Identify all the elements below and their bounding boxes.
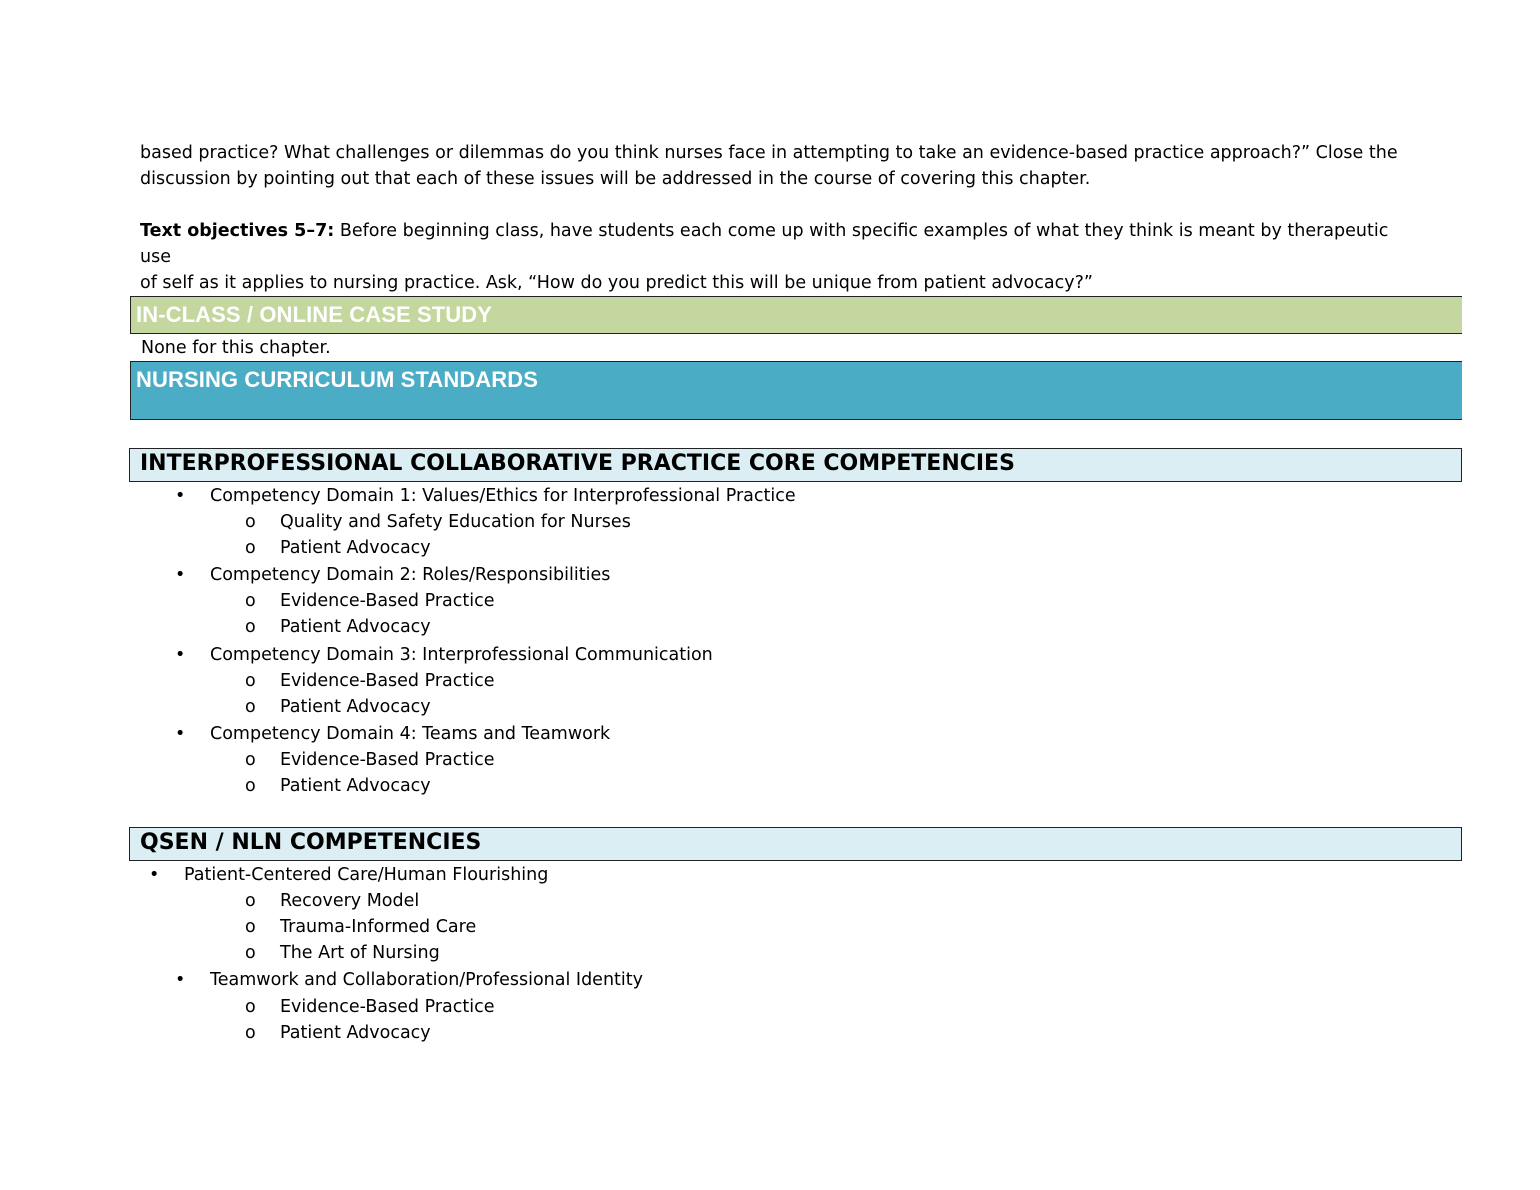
list-item: Competency Domain 4: Teams and Teamwork (210, 724, 611, 744)
list-item: Competency Domain 1: Values/Ethics for Interprofessional Practice (210, 486, 796, 506)
sub-bullet-icon: o (245, 1023, 256, 1043)
bullet-icon: • (175, 486, 186, 506)
sub-list-item: Patient Advocacy (280, 1023, 431, 1043)
list-item: Competency Domain 3: Interprofessional Communication (210, 645, 713, 665)
sub-bullet-icon: o (245, 591, 256, 611)
sub-list-item: Recovery Model (280, 891, 420, 911)
bullet-icon: • (175, 970, 186, 990)
intro-line-2: discussion by pointing out that each of these issues will be addressed in the course of covering this chapter. (140, 169, 1091, 189)
bullet-icon: • (149, 865, 160, 885)
sub-bullet-icon: o (245, 538, 256, 558)
sub-list-item: Patient Advocacy (280, 538, 431, 558)
sub-bullet-icon: o (245, 512, 256, 532)
objectives-paragraph (140, 218, 1410, 296)
sub-bullet-icon: o (245, 750, 256, 770)
standards-band (130, 361, 1462, 420)
qsen-section-title: QSEN / NLN COMPETENCIES (140, 830, 482, 855)
sub-bullet-icon: o (245, 891, 256, 911)
sub-list-item: The Art of Nursing (280, 943, 440, 963)
objectives-label: Text objectives 5–7: (140, 221, 335, 241)
intro-line-1: based practice? What challenges or dilemmas do you think nurses face in attempting to take an evidence-based practice approach?” Close the (140, 143, 1398, 163)
sub-list-item: Quality and Safety Education for Nurses (280, 512, 631, 532)
sub-list-item: Patient Advocacy (280, 776, 431, 796)
sub-bullet-icon: o (245, 697, 256, 717)
sub-list-item: Patient Advocacy (280, 617, 431, 637)
sub-bullet-icon: o (245, 617, 256, 637)
case-study-title: IN-CLASS / ONLINE CASE STUDY (136, 302, 493, 327)
sub-bullet-icon: o (245, 943, 256, 963)
ipec-section-title: INTERPROFESSIONAL COLLABORATIVE PRACTICE CORE COMPETENCIES (140, 451, 1015, 476)
ipec-section-header (129, 448, 1462, 482)
list-item: Patient-Centered Care/Human Flourishing (184, 865, 549, 885)
intro-paragraph (140, 140, 1410, 192)
sub-list-item: Evidence-Based Practice (280, 997, 495, 1017)
qsen-section-header (129, 827, 1462, 861)
objectives-line-1: Before beginning class, have students each come up with specific examples of what they think is meant by therapeutic use (140, 221, 1389, 267)
sub-bullet-icon: o (245, 997, 256, 1017)
sub-list-item: Patient Advocacy (280, 697, 431, 717)
case-study-note: None for this chapter. (141, 338, 331, 358)
case-study-band (130, 296, 1462, 334)
sub-list-item: Evidence-Based Practice (280, 750, 495, 770)
bullet-icon: • (175, 645, 186, 665)
bullet-icon: • (175, 724, 186, 744)
sub-list-item: Evidence-Based Practice (280, 591, 495, 611)
list-item: Teamwork and Collaboration/Professional Identity (210, 970, 643, 990)
sub-bullet-icon: o (245, 917, 256, 937)
bullet-icon: • (175, 565, 186, 585)
list-item: Competency Domain 2: Roles/Responsibilities (210, 565, 611, 585)
sub-list-item: Evidence-Based Practice (280, 671, 495, 691)
sub-bullet-icon: o (245, 671, 256, 691)
sub-bullet-icon: o (245, 776, 256, 796)
sub-list-item: Trauma-Informed Care (280, 917, 477, 937)
standards-title: NURSING CURRICULUM STANDARDS (136, 367, 539, 392)
objectives-line-2: of self as it applies to nursing practice. Ask, “How do you predict this will be unique from patient advocacy?” (140, 273, 1093, 293)
